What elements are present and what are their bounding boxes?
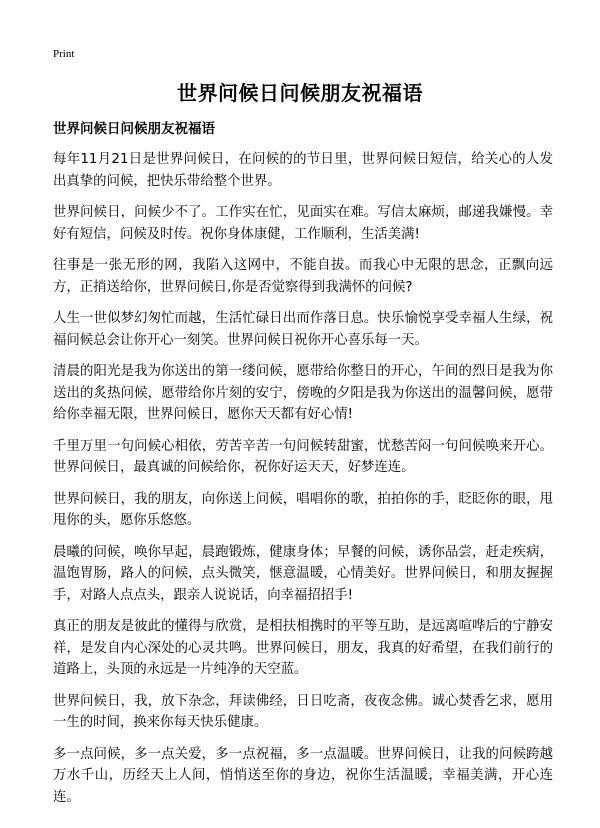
paragraph-10: 世界问候日，我，放下杂念，拜读佛经，日日吃斋，夜夜念佛。诚心焚香乞求，愿用一生的时间，换来你每天快乐健康。: [53, 693, 553, 730]
article-subtitle: 世界问候日问候朋友祝福语: [53, 121, 215, 137]
paragraph-8: 晨曦的问候，唤你早起，晨跑锻炼，健康身体；早餐的问候，诱你品尝，赶走疾病，温饱胃肠，路人的问候，点头微笑，惬意温暖，心情美好。世界问候日，和朋友握握手，对路人点点头，跟亲人说说话，向幸福招招手!: [53, 544, 553, 603]
paragraph-6: 千里万里一句问候心相依，劳苦辛苦一句问候转甜蜜，忧愁苦闷一句问候唤来开心。世界问候日，最真诚的问候给你，祝你好运天天，好梦连连。: [53, 438, 553, 475]
paragraph-1: 每年11月21日是世界问候日，在问候的的节日里，世界问候日短信，给关心的人发出真挚的问候，把快乐带给整个世界。: [53, 152, 553, 189]
print-link[interactable]: Print: [53, 48, 75, 60]
paragraph-3: 往事是一张无形的网，我陷入这网中，不能自拔。而我心中无限的思念，正飘向远方，正捎送给你，世界问候日,你是否觉察得到我满怀的问候?: [53, 258, 553, 295]
paragraph-7: 世界问候日，我的朋友，向你送上问候，唱唱你的歌，拍拍你的手，眨眨你的眼，甩甩你的头，愿你乐悠悠。: [53, 491, 553, 528]
page-title: 世界问候日问候朋友祝福语: [177, 81, 423, 105]
article-body: [53, 149, 553, 818]
paragraph-9: 真正的朋友是彼此的懂得与欣赏，是相扶相携时的平等互助，是远离喧哗后的宁静安祥，是发自内心深处的心灵共鸣。世界问候日，朋友，我真的好希望，在我们前行的道路上，头顶的永远是一片纯净的天空蓝。: [53, 619, 553, 677]
paragraph-11: 多一点问候，多一点关爱，多一点祝福，多一点温暖。世界问候日，让我的问候跨越万水千山，历经天上人间，悄悄送至你的身边，祝你生活温暖，幸福美满，开心连连。: [53, 746, 553, 805]
paragraph-4: 人生一世似梦幻匆忙而越，生活忙碌日出而作落日息。快乐愉悦享受幸福人生绿，祝福问候总会让你开心一刻笑。世界问候日祝你开心喜乐每一天。: [53, 311, 553, 348]
paragraph-2: 世界问候日，问候少不了。工作实在忙，见面实在难。写信太麻烦，邮递我嫌慢。幸好有短信，问候及时传。祝你身体康健，工作顺利，生活美满!: [53, 205, 553, 242]
paragraph-5: 清晨的阳光是我为你送出的第一缕问候，愿带给你整日的开心，午间的烈日是我为你送出的炙热问候，愿带给你片刻的安宁，傍晚的夕阳是我为你送出的温馨问候，愿带给你幸福无限，世界问候日，愿你天天都有好心情!: [53, 364, 553, 422]
